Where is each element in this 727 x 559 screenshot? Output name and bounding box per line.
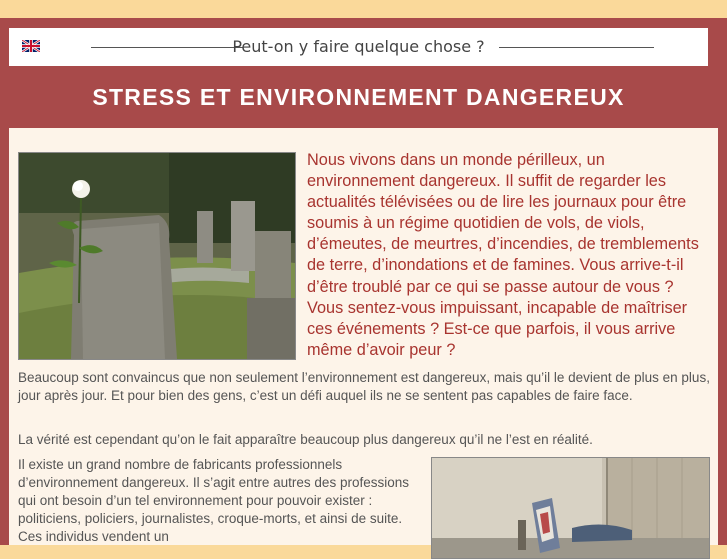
tagline-right-rule [499,47,654,48]
tagline: Peut-on y faire quelque chose ? [232,37,485,56]
cemetery-rose-photo [18,152,296,360]
body-paragraph-1: Beaucoup sont convaincus que non seulement l’environnement est dangereux, mais qu’il le devient de plus en plus, jour après jour. Et pour bien des gens, c’est un défi auquel ils ne se sentent pas capables de faire face. [18,370,710,403]
body-paragraph-2: La vérité est cependant qu’on le fait apparaître beaucoup plus dangereux qu’il ne l’est en réalité. [18,432,593,447]
top-bar [9,28,708,66]
intro-paragraph: Nous vivons dans un monde périlleux, un environnement dangereux. Il suffit de regarder les actualités télévisées ou de lire les journaux pour être soumis à un régime quotidien de vols, de viols, d’émeutes, de meurtres, d’incendies, de tremblements de terre, d’inondations et de famines. Vous arrive-t-il d’être troublé par ce qui se passe autour de vous ? Vous sentez-vous impuissant, incapable de maîtriser ces événements ? Est-ce que parfois, il vous arrive même d’avoir peur ? [307,151,699,359]
article-content [9,128,718,545]
street-wall-photo [431,457,710,559]
page-title: STRESS ET ENVIRONNEMENT DANGEREUX [92,84,625,110]
body-paragraph-3: Il existe un grand nombre de fabricants professionnels d’environnement dangereux. Il s’agit entre autres des professions qui ont besoin d’un tel environnement pour pouvoir exister : politiciens, policiers, journalistes, croque-morts, et ainsi de suite. Ces individus vendent un [18,457,409,544]
title-banner [9,68,708,126]
